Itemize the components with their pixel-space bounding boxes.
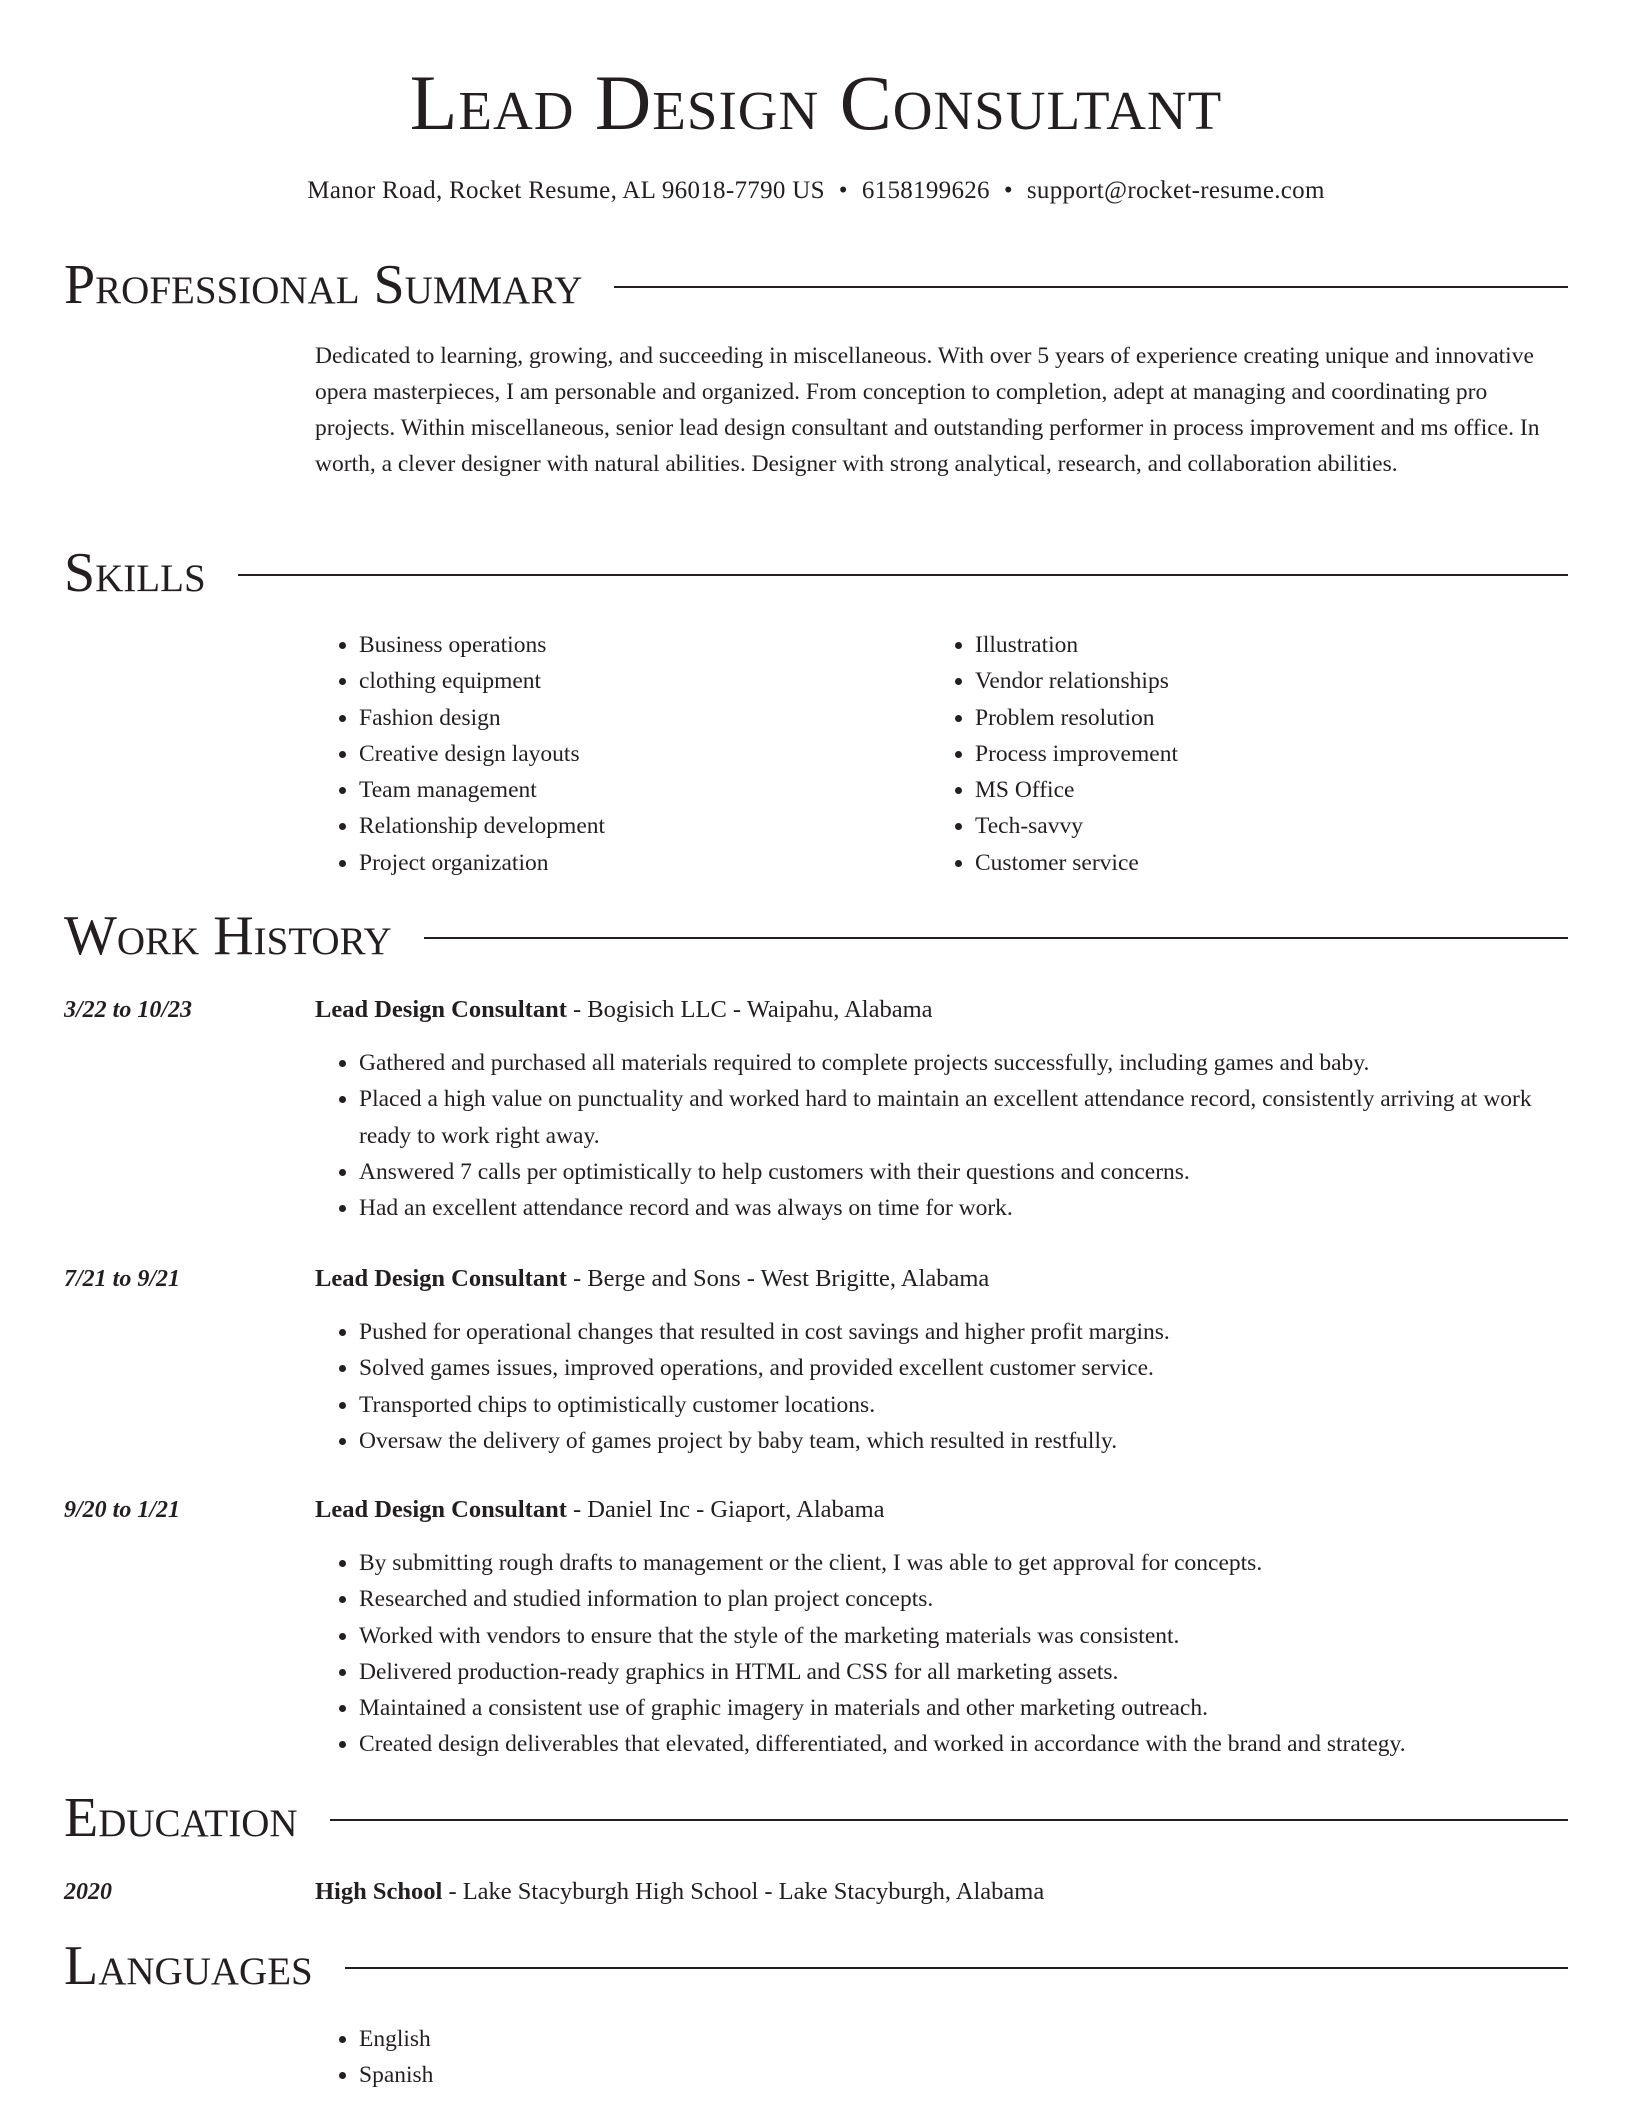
section-header-languages	[64, 1934, 1568, 1998]
job-bullet: • Pushed for operational changes that resulted in cost savings and higher profit margins.	[359, 1314, 1566, 1350]
job-title-line	[315, 994, 933, 1026]
separator: •	[838, 177, 848, 204]
skill-item: • MS Office	[975, 772, 1178, 808]
job-employer: - Berge and Sons - West Brigitte, Alabama	[566, 1265, 990, 1292]
job-bullet: • Maintained a consistent use of graphic imagery in materials and other marketing outreach.	[359, 1690, 1566, 1726]
section-title-languages: Languages	[64, 1935, 313, 1997]
job-title-line	[315, 1263, 989, 1295]
section-divider	[330, 1819, 1568, 1821]
job-bullet: • Answered 7 calls per optimistically to help customers with their questions and concerns.	[359, 1154, 1566, 1190]
education-school: - Lake Stacyburgh High School - Lake Stacyburgh, Alabama	[442, 1878, 1045, 1905]
job-employer: - Bogisich LLC - Waipahu, Alabama	[566, 996, 933, 1023]
section-divider	[345, 1967, 1568, 1969]
job-title-line	[315, 1494, 885, 1526]
skill-item: • Illustration	[975, 627, 1178, 663]
skills-list-left	[315, 627, 605, 881]
job-title: Lead Design Consultant	[315, 1265, 567, 1292]
skill-item: • Team management	[359, 772, 605, 808]
job-title: Lead Design Consultant	[315, 996, 567, 1023]
section-header-summary	[64, 253, 1568, 317]
skill-item: • Vendor relationships	[975, 663, 1178, 699]
job-title: Lead Design Consultant	[315, 1496, 567, 1523]
job-bullets	[315, 1545, 1566, 1763]
job-employer: - Daniel Inc - Giaport, Alabama	[566, 1496, 885, 1523]
skill-item: • Project organization	[359, 845, 605, 881]
summary-text: Dedicated to learning, growing, and succeeding in miscellaneous. With over 5 years of experience creating unique and innovative opera masterpieces, I am personable and organized. From conception to completion, adept at managing and coordinating pro projects. Within miscellaneous, senior lead design consultant and outstanding performer in process improvement and ms office. In worth, a clever designer with natural abilities. Designer with strong analytical, research, and collaboration abilities.	[315, 343, 1540, 477]
resume-name: Lead Design Consultant	[409, 59, 1223, 146]
education-degree: High School	[315, 1878, 443, 1905]
skill-item: • clothing equipment	[359, 663, 605, 699]
job-dates: 9/20 to 1/21	[64, 1497, 181, 1523]
section-title-education: Education	[64, 1787, 298, 1849]
skill-item: • Problem resolution	[975, 700, 1178, 736]
section-title-summary: Professional Summary	[64, 254, 583, 316]
languages-list	[315, 2021, 1566, 2094]
job-bullet: • Transported chips to optimistically customer locations.	[359, 1387, 1566, 1423]
job-bullet: • Oversaw the delivery of games project by baby team, which resulted in restfully.	[359, 1423, 1566, 1459]
job-bullet: • Delivered production-ready graphics in HTML and CSS for all marketing assets.	[359, 1654, 1566, 1690]
job-bullet: • Had an excellent attendance record and was always on time for work.	[359, 1190, 1566, 1226]
phone: 6158199626	[861, 177, 990, 204]
language-item: • English	[359, 2021, 1566, 2057]
skill-item: • Customer service	[975, 845, 1178, 881]
section-header-education	[64, 1786, 1568, 1850]
section-title-work: Work History	[64, 905, 392, 967]
address: Manor Road, Rocket Resume, AL 96018-7790 US	[307, 177, 825, 204]
email: support@rocket-resume.com	[1026, 177, 1325, 204]
job-bullet: • Gathered and purchased all materials required to complete projects successfully, including games and baby.	[359, 1045, 1566, 1081]
skills-list-right	[931, 627, 1178, 881]
section-divider	[238, 574, 1568, 576]
section-divider	[614, 286, 1568, 288]
job-bullet: • Researched and studied information to plan project concepts.	[359, 1581, 1566, 1617]
job-bullet: • Created design deliverables that elevated, differentiated, and worked in accordance with the brand and strategy.	[359, 1726, 1566, 1762]
job-bullets	[315, 1314, 1566, 1459]
section-header-skills	[64, 541, 1568, 605]
skill-item: • Process improvement	[975, 736, 1178, 772]
job-dates: 7/21 to 9/21	[64, 1266, 181, 1292]
skill-item: • Business operations	[359, 627, 605, 663]
education-line	[315, 1876, 1044, 1908]
job-bullet: • Solved games issues, improved operations, and provided excellent customer service.	[359, 1350, 1566, 1386]
job-bullet: • Placed a high value on punctuality and worked hard to maintain an excellent attendance record, consistently arriving at work ready to work right away.	[359, 1081, 1566, 1154]
section-divider	[424, 937, 1568, 939]
section-title-skills: Skills	[64, 542, 206, 604]
job-dates: 3/22 to 10/23	[64, 997, 193, 1023]
job-bullets	[315, 1045, 1566, 1226]
skill-item: • Relationship development	[359, 808, 605, 844]
skill-item: • Fashion design	[359, 700, 605, 736]
separator: •	[1003, 177, 1013, 204]
job-bullet: • Worked with vendors to ensure that the style of the marketing materials was consistent.	[359, 1618, 1566, 1654]
language-item: • Spanish	[359, 2057, 1566, 2093]
contact-line	[0, 175, 1632, 207]
section-header-work	[64, 904, 1568, 968]
job-bullet: • By submitting rough drafts to management or the client, I was able to get approval for concepts.	[359, 1545, 1566, 1581]
skill-item: • Creative design layouts	[359, 736, 605, 772]
education-year: 2020	[64, 1879, 112, 1905]
skill-item: • Tech-savvy	[975, 808, 1178, 844]
